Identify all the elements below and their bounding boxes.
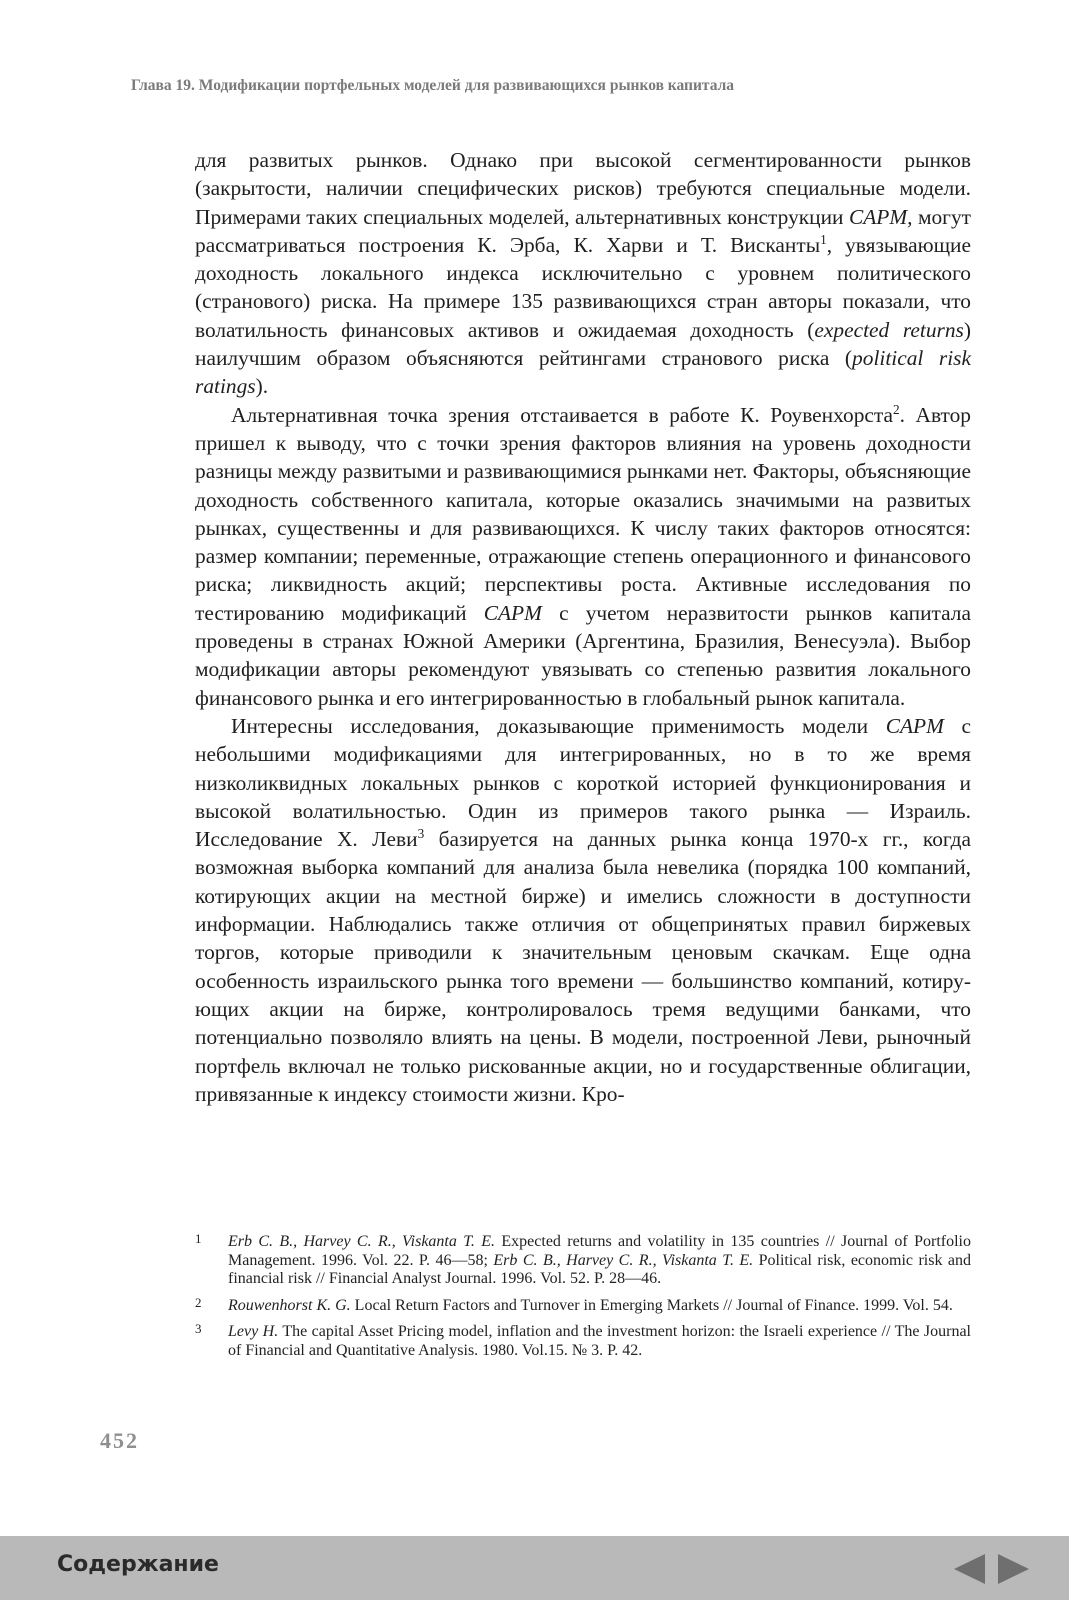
- footnote-ref-2[interactable]: 2: [893, 401, 900, 417]
- main-text: [195, 146, 971, 1108]
- footnote-number: 2: [195, 1294, 202, 1310]
- page-number: 452: [100, 1428, 139, 1453]
- footnote-ref-1[interactable]: 1: [820, 231, 827, 247]
- paragraph-2: Альтернативная точка зрения отстаивается в работе К. Роувенхорста$^2$. Автор пришел к выводу, что с точки зрения факторов влияния на уровень доходности разницы между развитыми и развивающимися рынками нет. Факторы, объясняющие доходность собственного капитала, которые оказались значимыми на развитых рынках, существенны и для развивающихся. К числу таких факторов относятся: размер компании; переменные, отражающие степень операционного и финансового риска; ликвидность акций; перспективы роста. Активные исследования по тестированию модификаций CAPM с учетом неразвитости рынков капитала проведены в странах Южной Америки (Аргентина, Бразилия, Венесуэла). Выбор модификации авторы рекомендуют увязывать со степенью развития локального финансового рынка и его интегрированностью в глобальный рынок капитала.: [195, 401, 971, 710]
- navigation-bar: [0, 1536, 1069, 1600]
- table-of-contents-link[interactable]: Содержание: [57, 1552, 219, 1577]
- previous-page-button[interactable]: [952, 1553, 988, 1585]
- paragraph-3: Интересны исследования, доказывающие применимость модели CAPM с небольшими модификациями для интегрированных, но в то же время низколиквидных локальных рынков с короткой историей функционирования и высокой волатильностью. Один из примеров такого рынка — Израиль. Исследование Х. Леви$^3$ базируется на данных рынка конца 1970-х гг., когда возможная выборка компаний для анализа была невелика (порядка 100 компаний, котирующих акции на местной бирже) и имелись сложности в доступности информации. Наблюдались также отличия от общепринятых правил биржевых торгов, которые приводили к значительным ценовым скачкам. Еще одна особенность израильского рынка того времени — большинство компаний, котирующих акции на бирже, контролировалось тремя ведущими банками, что потенциально позволяло влиять на цены. В модели, построенной Леви, рыночный портфель включал не только рискованные акции, но и государственные облигации, привязанные к индексу стоимости жизни. Кро-: [195, 713, 972, 1106]
- footnote-ref-3[interactable]: 3: [417, 826, 425, 841]
- footnote-1: 1 Erb C. B., Harvey C. R., Viskanta T. E. Expected returns and volatility in 135 countries // Journal of Portfolio Management. 1996. Vol. 22. P. 46—58; Erb C. B., Harvey C. R., Viskanta T. E. Political risk, economic risk and financial risk // Financial Analyst Journal. 1996. Vol. 52. P. 28—46.: [195, 1231, 972, 1288]
- footnote-number: 1: [195, 1231, 202, 1246]
- running-header: Глава 19. Модификации портфельных моделей для развивающихся рынков капитала: [131, 77, 735, 94]
- footnote-3: 3 Levy H. The capital Asset Pricing model, inflation and the investment horizon: the Israeli experience // The Journal of Financial and Quantitative Analysis. 1980. Vol.15. № 3. P. 42.: [195, 1321, 971, 1359]
- paragraph-1: для развитых рынков. Однако при высокой сегментированности рынков (закрытости, наличии специфических рисков) требуются специальные модели. Примерами таких специальных моделей, альтернативных конструкции CAPM, могут рассматриваться построения К. Эрба, К. Харви и Т. Висканты$^1$, увязывающие доходность локального индекса исключительно с уровнем политического (странового) риска. На примере 135 развивающихся стран авторы показали, что волатильность финансовых активов и ожидаемая доходность (expected returns) наилучшим образом объясняются рейтингами странового риска (political risk ratings).: [195, 148, 971, 399]
- next-page-button[interactable]: [995, 1553, 1031, 1585]
- footnote-2: 2 Rouwenhorst K. G. Local Return Factors and Turnover in Emerging Markets // Journal of Finance. 1999. Vol. 54.: [195, 1294, 953, 1314]
- footnotes: [195, 1233, 971, 1369]
- footnote-number: 3: [195, 1321, 202, 1337]
- triangle-left-icon: [952, 1553, 988, 1585]
- triangle-right-icon: [995, 1553, 1031, 1585]
